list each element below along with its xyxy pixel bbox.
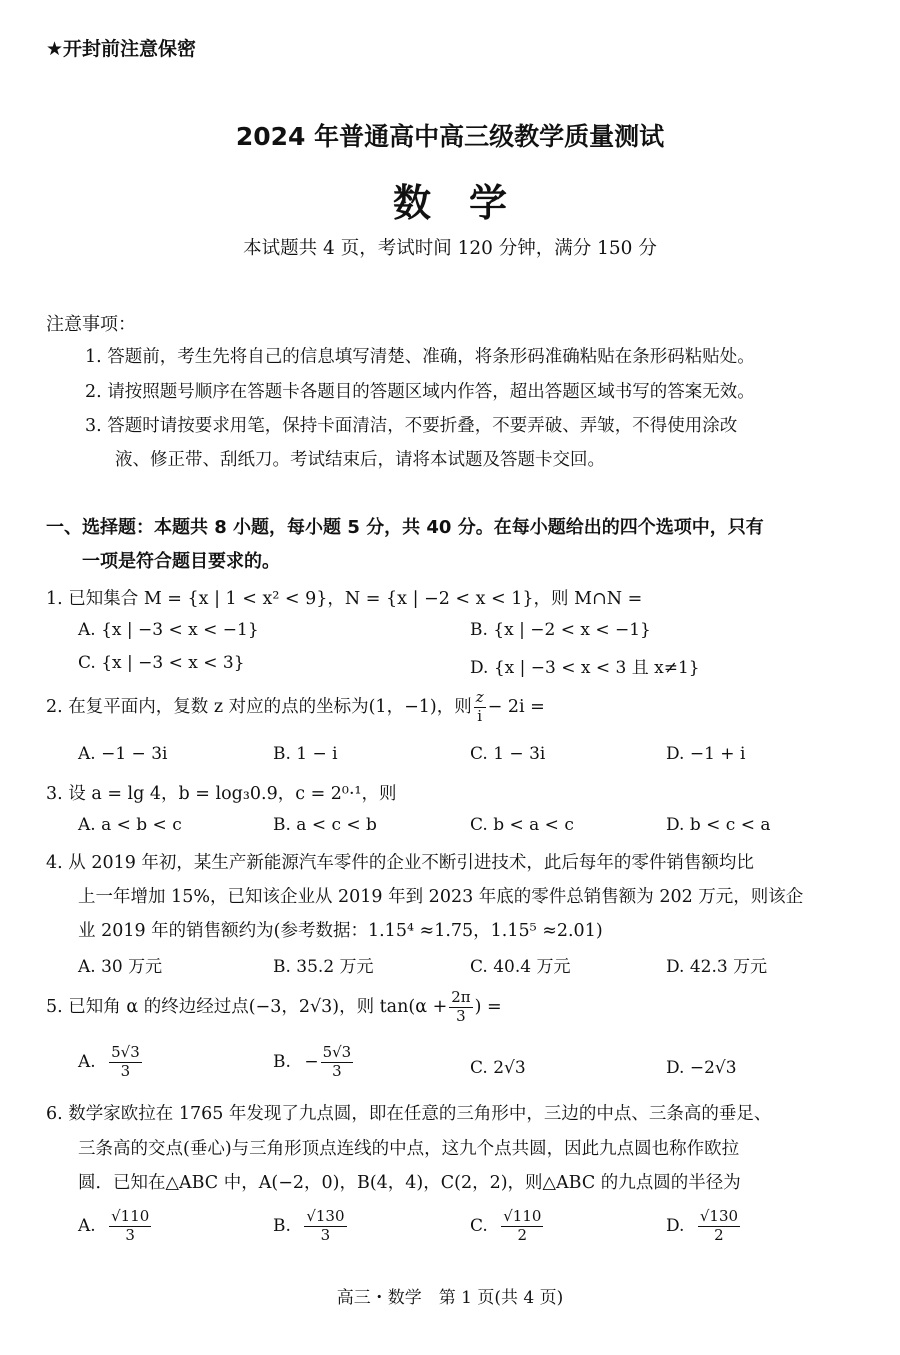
q6-option-d xyxy=(666,1209,742,1244)
note-item-2: 2. 请按照题号顺序在答题卡各题目的答题区域内作答，超出答题区域书写的答案无效。 xyxy=(85,382,755,402)
q6-option-a-label: A. xyxy=(78,1215,96,1236)
q6-stem-line3: 圆．已知在△ABC 中，A(−2，0)，B(4，4)，C(2，2)，则△ABC 的九点圆的半径为 xyxy=(78,1173,741,1193)
notes-heading: 注意事项： xyxy=(46,314,136,335)
q6-option-b-fraction xyxy=(304,1209,346,1244)
q6-option-b-num: √130 xyxy=(306,1207,345,1225)
q5-option-c: C. 2√3 xyxy=(470,1058,526,1078)
q6-option-d-den: 2 xyxy=(714,1225,724,1244)
q1-option-c: C. {x | −3 < x < 3} xyxy=(78,653,245,673)
q6-option-c-fraction xyxy=(501,1209,543,1244)
q6-stem-line1: 6. 数学家欧拉在 1765 年发现了九点圆，即在任意的三角形中，三边的中点、三条高的垂足、 xyxy=(46,1104,772,1124)
q2-stem xyxy=(46,690,545,725)
q6-option-c-label: C. xyxy=(470,1215,488,1236)
page-footer: 高三・数学 第 1 页(共 4 页) xyxy=(336,1288,564,1308)
q5-stem xyxy=(46,990,502,1025)
q3-option-d: D. b < c < a xyxy=(666,815,771,835)
note-item-1: 1. 答题前，考生先将自己的信息填写清楚、准确，将条形码准确粘贴在条形码粘贴处。 xyxy=(85,347,755,367)
q5-option-a-fraction xyxy=(109,1045,142,1080)
q2-option-d: D. −1 + i xyxy=(666,744,746,764)
q4-stem-line3: 业 2019 年的销售额约为(参考数据：1.15⁴ ≈1.75，1.15⁵ ≈2.01) xyxy=(78,921,603,941)
q4-option-a: A. 30 万元 xyxy=(78,957,163,977)
q5-option-b-label: B. xyxy=(273,1051,291,1072)
q5-option-b-den: 3 xyxy=(332,1061,342,1080)
q4-stem-line2: 上一年增加 15%，已知该企业从 2019 年到 2023 年底的零件总销售额为 202 万元，则该企 xyxy=(78,887,804,907)
q5-frac-den: 3 xyxy=(456,1006,466,1025)
note-item-3-cont: 液、修正带、刮纸刀。考试结束后，请将本试题及答题卡交回。 xyxy=(115,450,605,470)
q5-option-b-num: 5√3 xyxy=(322,1043,352,1061)
q2-frac-num: z xyxy=(475,688,484,706)
q4-stem-line1: 4. 从 2019 年初，某生产新能源汽车零件的企业不断引进技术，此后每年的零件销售额均比 xyxy=(46,853,754,873)
q5-option-b-sign: − xyxy=(304,1051,319,1072)
q6-option-c-den: 2 xyxy=(517,1225,528,1244)
confidential-mark: ★开封前注意保密 xyxy=(46,38,197,60)
q5-option-b xyxy=(273,1045,355,1080)
q6-option-c xyxy=(470,1209,545,1244)
q5-stem-post: ) = xyxy=(474,996,502,1017)
q5-frac-num: 2π xyxy=(451,988,471,1006)
exam-title: 2024 年普通高中高三级教学质量测试 xyxy=(235,122,665,151)
q1-option-d: D. {x | −3 < x < 3 且 x≠1} xyxy=(470,658,700,678)
q6-option-a-den: 3 xyxy=(125,1225,135,1244)
q5-option-a xyxy=(78,1045,144,1080)
q5-option-d: D. −2√3 xyxy=(666,1058,737,1078)
subject-title: 数 学 xyxy=(392,181,507,225)
section-heading-cont: 一项是符合题目要求的。 xyxy=(82,551,280,572)
q6-option-a-num: √110 xyxy=(111,1207,150,1225)
q2-stem-pre: 2. 在复平面内，复数 z 对应的点的坐标为(1，−1)，则 xyxy=(46,696,472,717)
q1-stem: 1. 已知集合 M = {x | 1 < x² < 9}，N = {x | −2 < x < 1}，则 M∩N = xyxy=(46,589,643,609)
q6-option-d-num: √130 xyxy=(699,1207,739,1225)
q5-option-a-label: A. xyxy=(78,1051,96,1072)
section-heading: 一、选择题：本题共 8 小题，每小题 5 分，共 40 分。在每小题给出的四个选项中，只有 xyxy=(46,517,764,538)
exam-info: 本试题共 4 页，考试时间 120 分钟，满分 150 分 xyxy=(243,238,657,259)
q4-option-c: C. 40.4 万元 xyxy=(470,957,571,977)
q6-option-a-fraction xyxy=(109,1209,151,1244)
q5-option-a-num: 5√3 xyxy=(111,1043,140,1061)
q2-fraction xyxy=(474,690,486,725)
q2-option-b: B. 1 − i xyxy=(273,744,338,764)
q5-option-b-fraction xyxy=(321,1045,354,1080)
q1-option-b: B. {x | −2 < x < −1} xyxy=(470,620,651,640)
q5-fraction xyxy=(449,990,472,1025)
q6-option-b xyxy=(273,1209,349,1244)
q4-option-d: D. 42.3 万元 xyxy=(666,957,768,977)
q3-option-b: B. a < c < b xyxy=(273,815,377,835)
q2-frac-den: i xyxy=(477,706,483,725)
q1-option-a: A. {x | −3 < x < −1} xyxy=(78,620,259,640)
q6-option-c-num: √110 xyxy=(503,1207,542,1225)
q2-stem-post: − 2i = xyxy=(487,696,545,717)
q6-option-b-den: 3 xyxy=(320,1225,331,1244)
q5-option-a-den: 3 xyxy=(120,1061,131,1080)
q3-option-a: A. a < b < c xyxy=(78,815,182,835)
q3-stem: 3. 设 a = lg 4，b = log₃0.9，c = 2⁰·¹，则 xyxy=(46,784,397,804)
q6-option-a xyxy=(78,1209,153,1244)
q2-option-a: A. −1 − 3i xyxy=(78,744,168,764)
q5-stem-pre: 5. 已知角 α 的终边经过点(−3，2√3)，则 tan(α + xyxy=(46,996,448,1017)
q6-option-b-label: B. xyxy=(273,1215,291,1236)
q2-option-c: C. 1 − 3i xyxy=(470,744,546,764)
q4-option-b: B. 35.2 万元 xyxy=(273,957,374,977)
q6-stem-line2: 三条高的交点(垂心)与三角形顶点连线的中点，这九个点共圆，因此九点圆也称作欧拉 xyxy=(78,1139,740,1159)
q6-option-d-label: D. xyxy=(666,1215,685,1236)
note-item-3: 3. 答题时请按要求用笔，保持卡面清洁，不要折叠，不要弄破、弄皱，不得使用涂改 xyxy=(85,416,738,436)
q6-option-d-fraction xyxy=(698,1209,740,1244)
q3-option-c: C. b < a < c xyxy=(470,815,574,835)
